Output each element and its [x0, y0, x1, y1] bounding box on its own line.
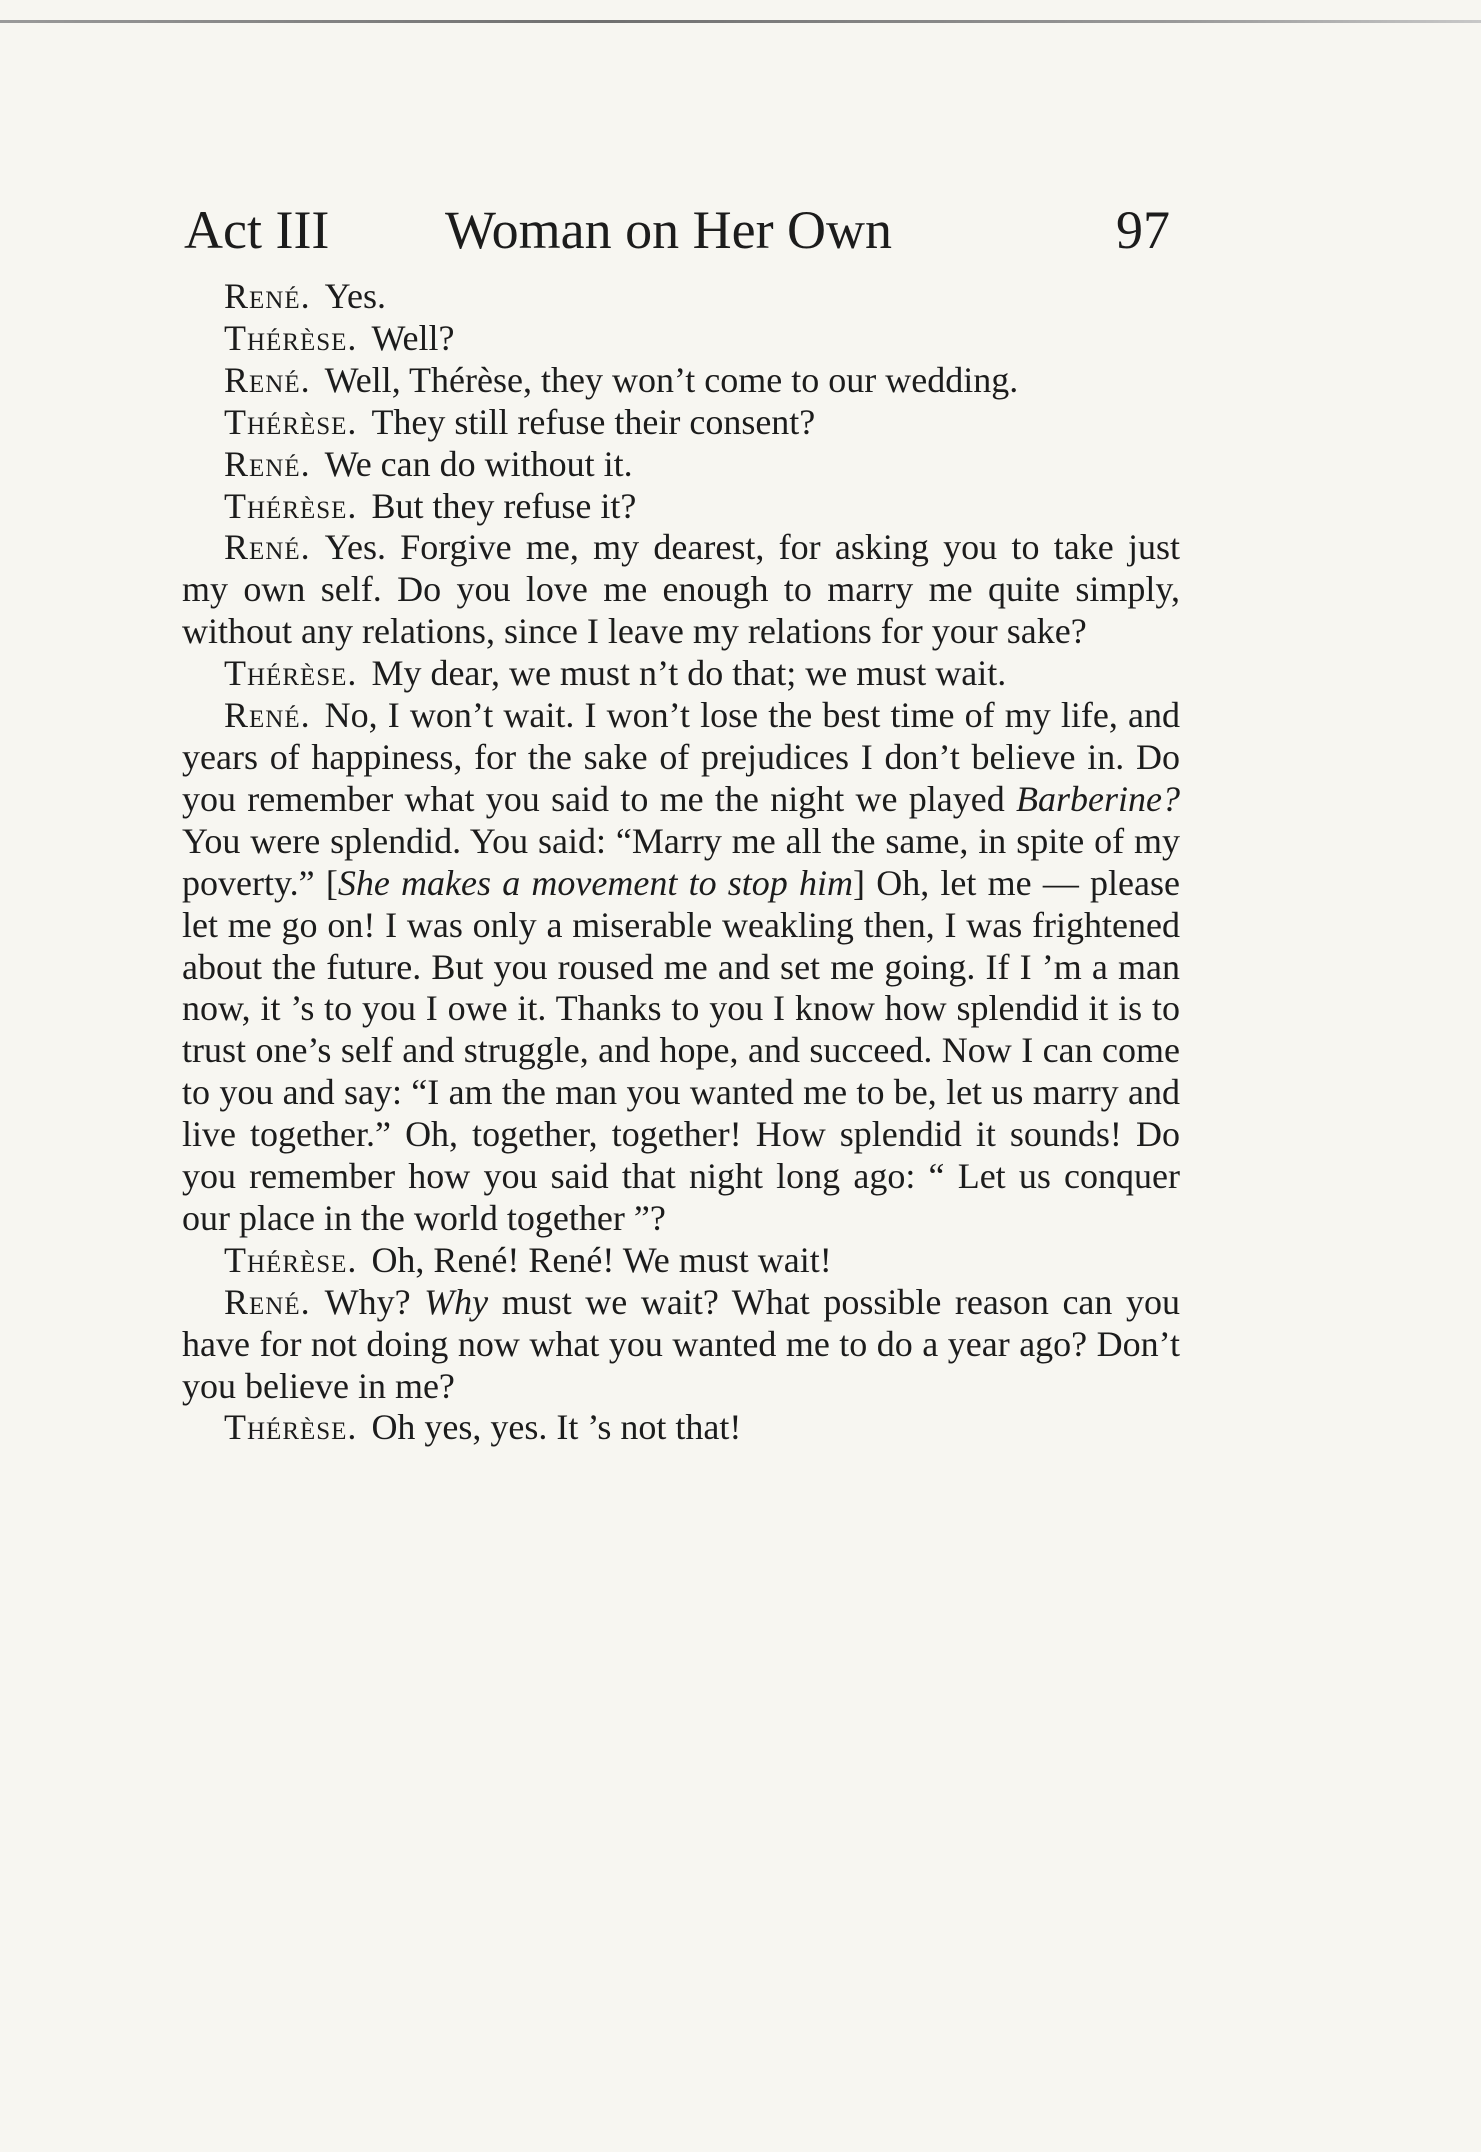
line-text: We can do without it.	[324, 443, 633, 484]
dialogue-line	[182, 276, 1180, 318]
dialogue-line	[182, 527, 1180, 653]
line-text: My dear, we must n’t do that; we must wait.	[371, 653, 1007, 694]
dialogue-line	[182, 653, 1180, 695]
dialogue-line	[182, 318, 1180, 360]
line-text: ] Oh, let me — please let me go on! I was only a miserable weakling then, I was frightened about the future. But you roused me and set me going. If I ’m a man now, it ’s to you I owe it. Thanks to you I know how splendid it is to trust one’s self and struggle, and hope, and succeed. Now I can come to you and say: “I am the man you wanted me to be, let us marry and live together.” Oh, together, together! How splendid it sounds! Do you remember how you said that night long ago: “ Let us conquer our place in the world together ”?	[182, 862, 1180, 1238]
speaker-name: René.	[224, 359, 311, 400]
speaker-name: René.	[224, 695, 311, 736]
line-text: They still refuse their consent?	[371, 401, 816, 442]
stage-direction: She makes a movement to stop him	[337, 862, 854, 903]
act-label: Act III	[184, 200, 330, 260]
line-text: Yes. Forgive me, my dearest, for asking you to take just my own self. Do you love me enough to marry me quite simply, without any relations, since I leave my relations for your sake?	[182, 527, 1180, 652]
book-page	[182, 190, 1180, 1449]
speaker-name: Thérèse.	[224, 401, 358, 442]
line-text: Why?	[324, 1281, 425, 1322]
running-header	[182, 190, 1180, 270]
speaker-name: René.	[224, 527, 311, 568]
speaker-name: Thérèse.	[224, 1407, 358, 1448]
top-rule	[0, 20, 1481, 23]
line-text: must we wait? What possible reason can you have for not doing now what you wanted me to do a year ago? Don’t you believe in me?	[182, 1281, 1180, 1406]
line-text: Yes.	[324, 276, 386, 316]
dialogue-line	[182, 1282, 1180, 1408]
line-text: Oh yes, yes. It ’s not that!	[371, 1407, 742, 1448]
line-text: But they refuse it?	[371, 485, 637, 526]
line-text: No, I won’t wait. I won’t lose the best time of my life, and years of happiness, for the sake of prejudices I don’t believe in. Do you remember what you said to me the night we played	[182, 695, 1180, 819]
speaker-name: René.	[224, 276, 311, 316]
dialogue-text	[182, 276, 1180, 1449]
play-title-italic: Barberine?	[1016, 778, 1180, 819]
line-text: Oh, René! René! We must wait!	[371, 1239, 832, 1280]
play-title: Woman on Her Own	[445, 200, 893, 260]
dialogue-line	[182, 1240, 1180, 1282]
speaker-name: René.	[224, 1281, 311, 1322]
line-text: Well, Thérèse, they won’t come to our wedding.	[324, 359, 1019, 400]
dialogue-line	[182, 486, 1180, 528]
dialogue-line	[182, 360, 1180, 402]
dialogue-line	[182, 444, 1180, 486]
dialogue-line	[182, 1407, 1180, 1449]
speaker-name: Thérèse.	[224, 1239, 358, 1280]
line-text: Well?	[371, 317, 455, 358]
emphasis-italic: Why	[424, 1281, 489, 1322]
line-text: You were splendid. You said: “Marry me all the same, in spite of my poverty.” [	[182, 820, 1180, 903]
speaker-name: Thérèse.	[224, 485, 358, 526]
dialogue-line	[182, 402, 1180, 444]
speaker-name: Thérèse.	[224, 653, 358, 694]
speaker-name: Thérèse.	[224, 317, 358, 358]
speaker-name: René.	[224, 443, 311, 484]
dialogue-line	[182, 695, 1180, 1240]
page-number: 97	[1116, 200, 1170, 260]
